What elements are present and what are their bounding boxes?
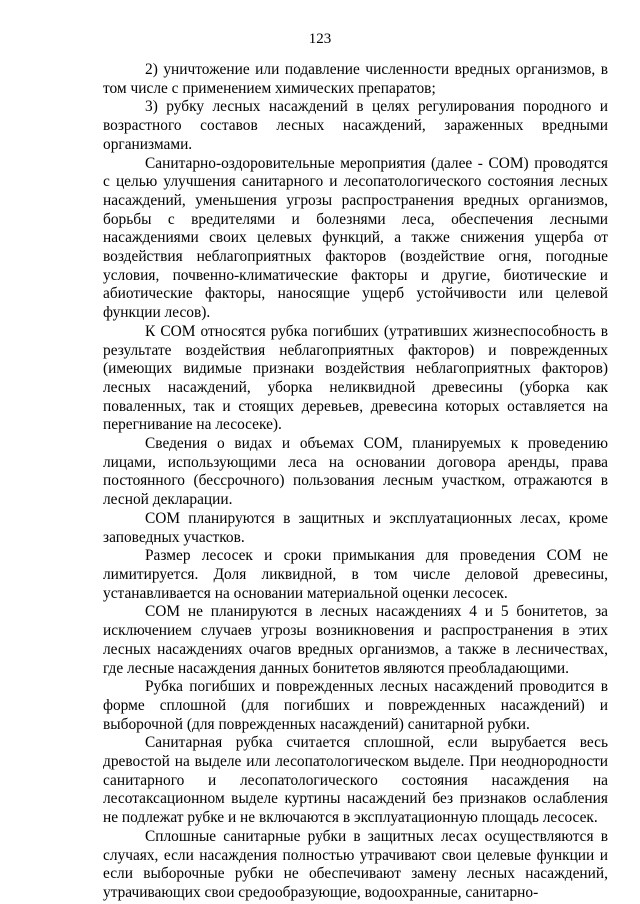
paragraph-item-2: 2) уничтожение или подавление численности вредных организмов, в том числе с применением химических препаратов; [103, 61, 608, 97]
paragraph-clear-cutting: Санитарная рубка считается сплошной, если вырубается весь древостой на выделе или лесопатологическом выделе. При неоднородности санитарного и лесопатологического состояния насаждения на лесотаксационном выделе куртины насаждений без признаков ослабления не подлежат рубке и не включаются в эксплуатационную площадь лесосек. [103, 734, 608, 827]
paragraph-bonitet: СОМ не планируются в лесных насаждениях 4 и 5 бонитетов, за исключением случаев угрозы возникновения и распространения в этих лесных насаждениях очагов вредных организмов, а также в лесничествах, где лесные насаждения данных бонитетов являются преобладающими. [103, 603, 608, 677]
paragraph-cutting-form: Рубка погибших и поврежденных лесных насаждений проводится в форме сплошной (для погибших и поврежденных насаждений) и выборочной (для поврежденных насаждений) санитарной рубки. [103, 678, 608, 733]
paragraph-som-forests: СОМ планируются в защитных и эксплуатационных лесах, кроме заповедных участков. [103, 509, 608, 546]
paragraph-som-declaration: Сведения о видах и объемах СОМ, планируемых к проведению лицами, использующими леса на основании договора аренды, права постоянного (бессрочного) пользования лесным участком, отражаются в лесной декларации. [103, 435, 608, 509]
paragraph-som-composition: К СОМ относятся рубка погибших (утративших жизнеспособность в результате воздействия неблагоприятных факторов) и поврежденных (имеющих видимые признаки воздействия неблагоприятных факторов) лесных насаждений, уборка неликвидной древесины (уборка как поваленных, так и стоящих деревьев, древесина которых оставляется на перегнивание на лесосеке). [103, 322, 608, 434]
paragraph-som-definition: Санитарно-оздоровительные мероприятия (далее - СОМ) проводятся с целью улучшения санитарного и лесопатологического состояния лесных насаждений, уменьшения угрозы распространения вредных организмов, борьбы с вредителями и болезнями леса, обеспечения лесными насаждениями своих целевых функций, а также снижения ущерба от воздействия неблагоприятных факторов (воздействие огня, погодные условия, почвенно-климатические факторы и другие, биотические и абиотические факторы, наносящие ущерб устойчивости или целевой функции лесов). [103, 154, 608, 322]
paragraph-item-3: 3) рубку лесных насаждений в целях регулирования породного и возрастного составов лесных насаждений, зараженных вредными организмами. [103, 98, 608, 153]
document-body [103, 61, 608, 903]
paragraph-protective-forests: Сплошные санитарные рубки в защитных лесах осуществляются в случаях, если насаждения полностью утрачивают свои целевые функции и если выборочные рубки не обеспечивают замену лесных насаждений, утрачивающих свои средообразующие, водоохранные, санитарно- [103, 827, 608, 901]
page-number: 123 [308, 31, 332, 47]
paragraph-cutting-size: Размер лесосек и сроки примыкания для проведения СОМ не лимитируется. Доля ликвидной, в том числе деловой древесины, устанавливается на основании материальной оценки лесосек. [103, 547, 608, 602]
